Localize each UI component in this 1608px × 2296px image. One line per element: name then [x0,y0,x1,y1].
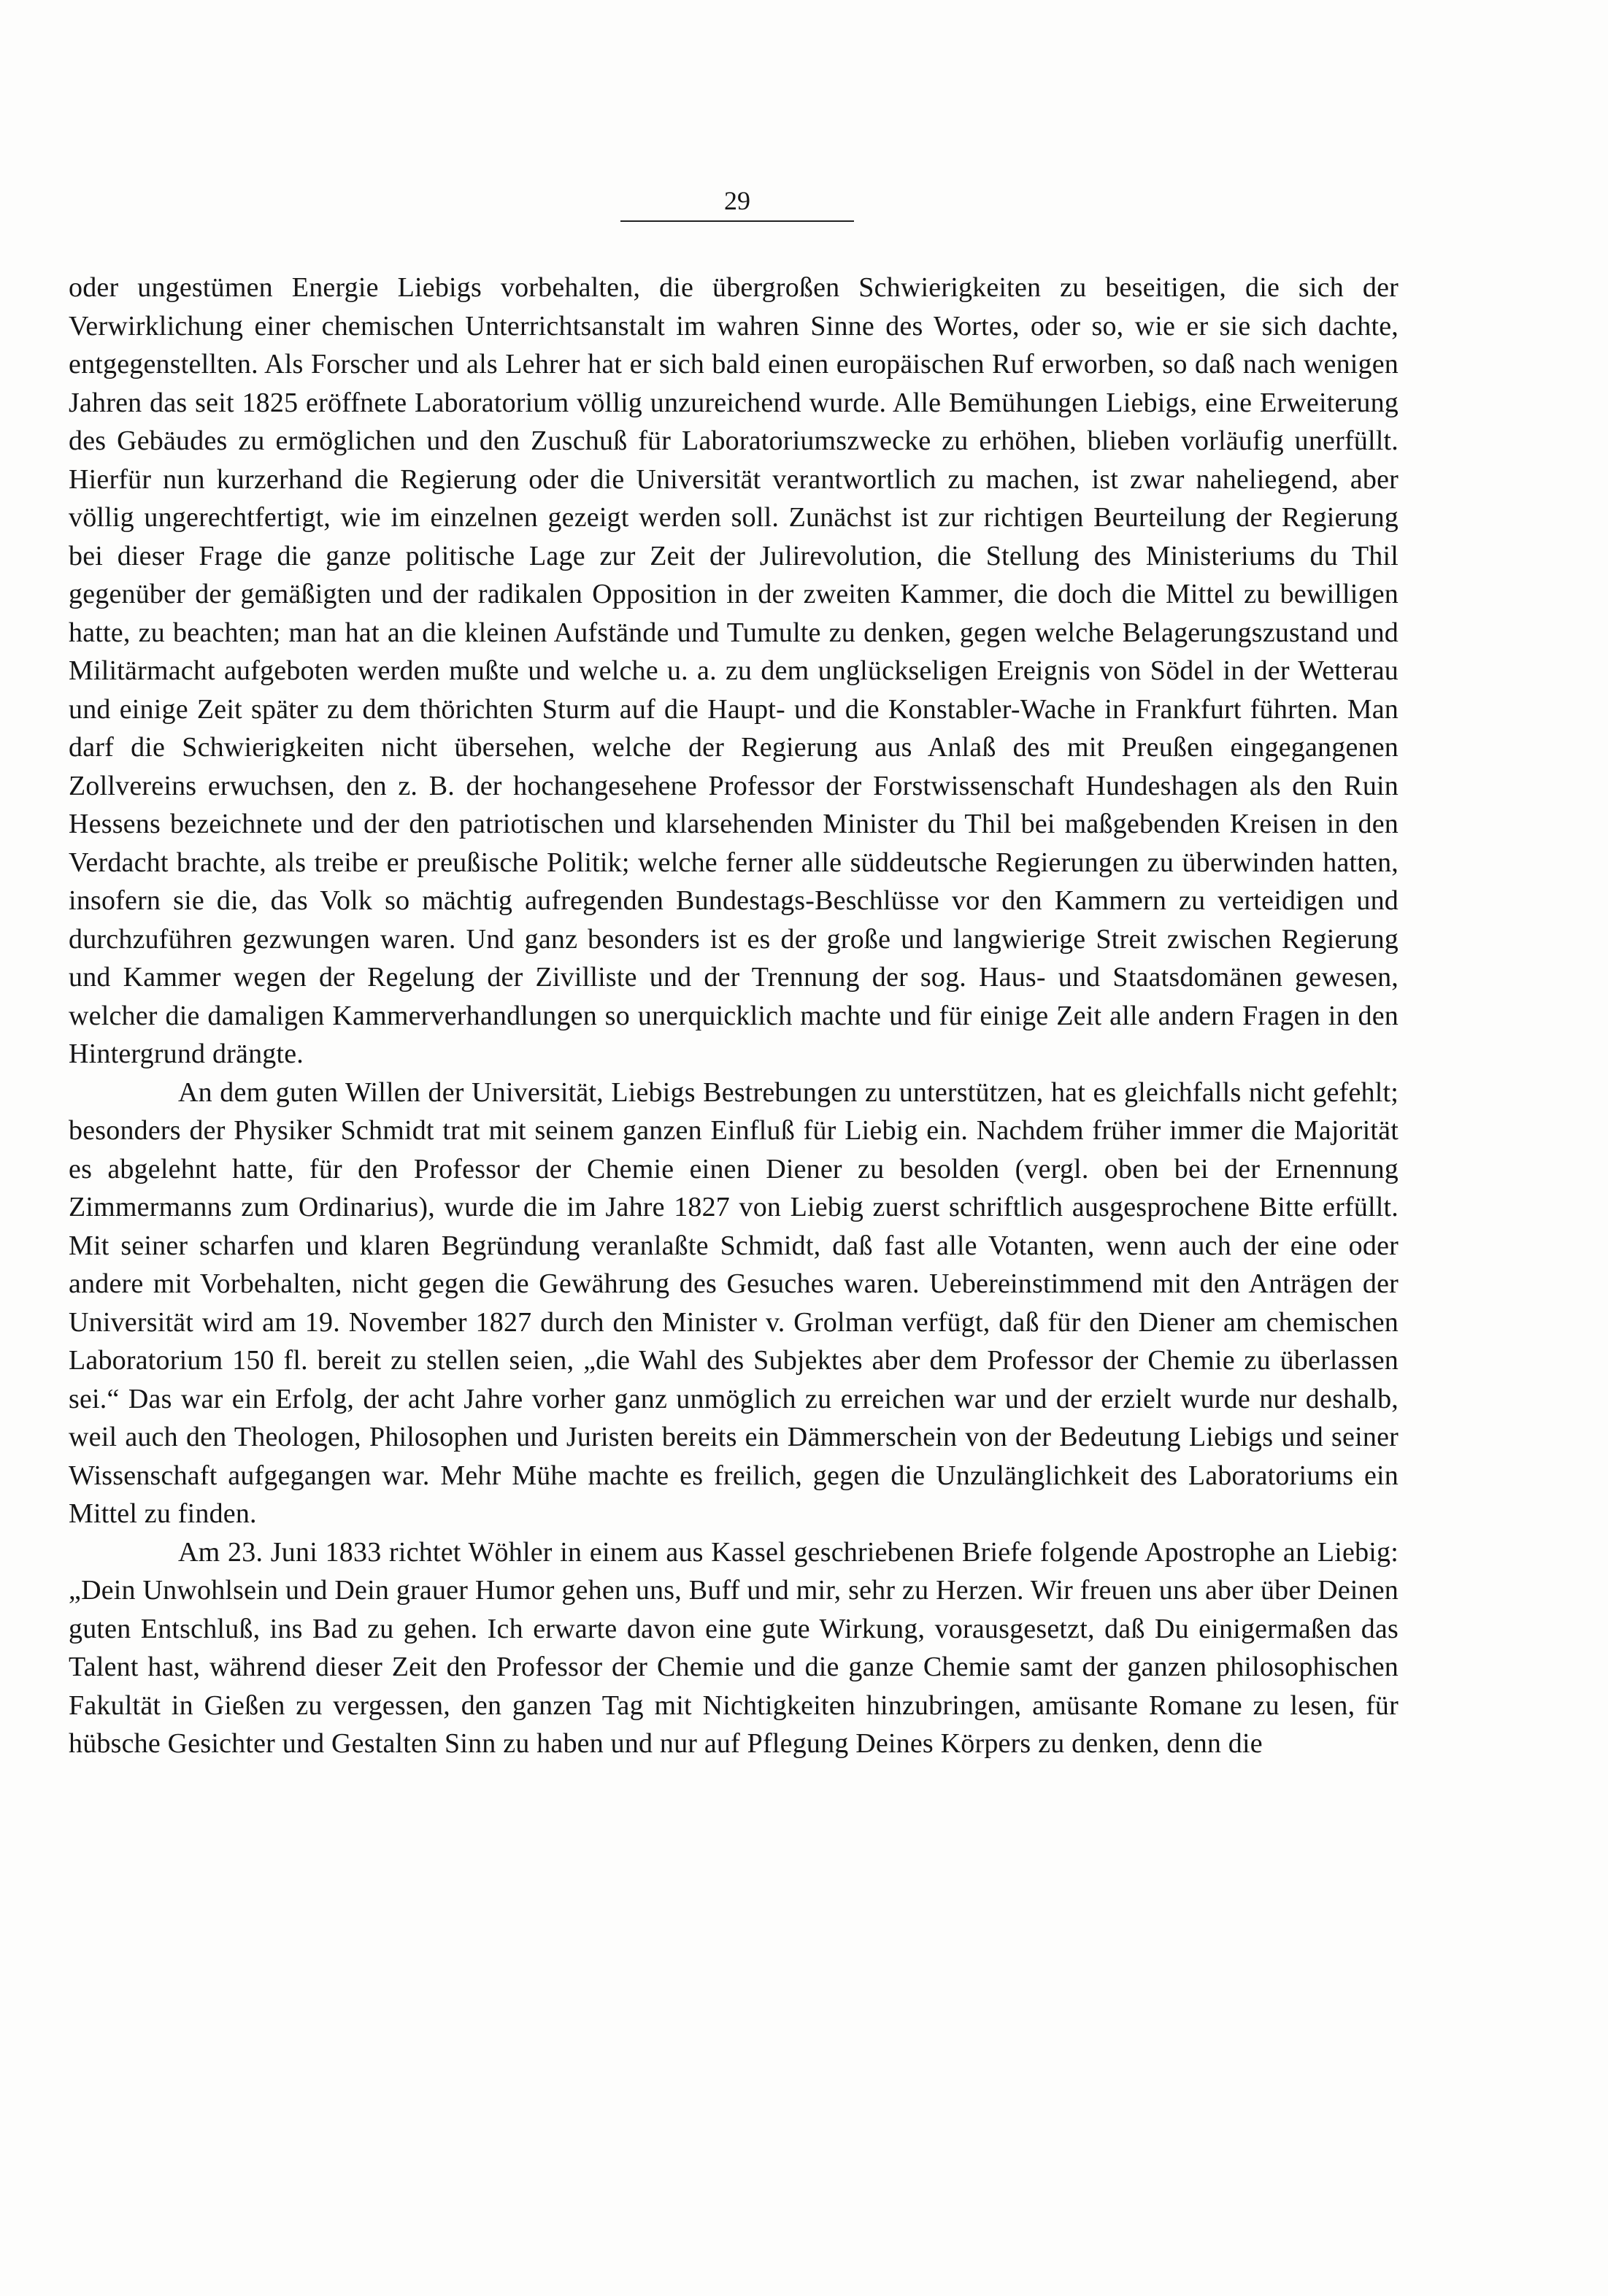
paragraph: oder ungestümen Energie Liebigs vorbehalten, die übergroßen Schwierigkeiten zu beseitigen, die sich der Verwirklichung einer chemischen Unterrichtsanstalt im wahren Sinne des Wortes, oder so, wie er sie sich dachte, entgegenstellten. Als Forscher und als Lehrer hat er sich bald einen europäischen Ruf erworben, so daß nach wenigen Jahren das seit 1825 eröffnete Laboratorium völlig unzureichend wurde. Alle Bemühungen Liebigs, eine Erweiterung des Gebäudes zu ermöglichen und den Zuschuß für Laboratoriumszwecke zu erhöhen, blieben vorläufig unerfüllt. Hierfür nun kurzerhand die Regierung oder die Universität verantwortlich zu machen, ist zwar naheliegend, aber völlig ungerechtfertigt, wie im einzelnen gezeigt werden soll. Zunächst ist zur richtigen Beurteilung der Regierung bei dieser Frage die ganze politische Lage zur Zeit der Julirevolution, die Stellung des Ministeriums du Thil gegenüber der gemäßigten und der radikalen Opposition in der zweiten Kammer, die doch die Mittel zu bewilligen hatte, zu beachten; man hat an die kleinen Aufstände und Tumulte zu denken, gegen welche Belagerungszustand und Militärmacht aufgeboten werden mußte und welche u. a. zu dem unglückseligen Ereignis von Södel in der Wetterau und einige Zeit später zu dem thörichten Sturm auf die Haupt- und die Konstabler-Wache in Frankfurt führten. Man darf die Schwierigkeiten nicht übersehen, welche der Regierung aus Anlaß des mit Preußen eingegangenen Zollvereins erwuchsen, den z. B. der hochangesehene Professor der Forstwissenschaft Hundeshagen als den Ruin Hessens bezeichnete und der den patriotischen und klarsehenden Minister du Thil bei maßgebenden Kreisen in den Verdacht brachte, als treibe er preußische Politik; welche ferner alle süddeutsche Regierungen zu überwinden hatten, insofern sie die, das Volk so mächtig aufregenden Bundestags-Beschlüsse vor den Kammern zu verteidigen und durchzuführen gezwungen waren. Und ganz besonders ist es der große und langwierige Streit zwischen Regierung und Kammer wegen der Regelung der Zivilliste und der Trennung der sog. Haus- und Staatsdomänen gewesen, welcher die damaligen Kammerverhandlungen so unerquicklich machte und für einige Zeit alle andern Fragen in den Hintergrund drängte. [69,272,1399,1069]
paragraph: An dem guten Willen der Universität, Liebigs Bestrebungen zu unterstützen, hat es gleichfalls nicht gefehlt; besonders der Physiker Schmidt trat mit seinem ganzen Einfluß für Liebig ein. Nachdem früher immer die Majorität es abgelehnt hatte, für den Professor der Chemie einen Diener zu besolden (vergl. oben bei der Ernennung Zimmermanns zum Ordinarius), wurde die im Jahre 1827 von Liebig zuerst schriftlich ausgesprochene Bitte erfüllt. Mit seiner scharfen und klaren Begründung veranlaßte Schmidt, daß fast alle Votanten, wenn auch der eine oder andere mit Vorbehalten, nicht gegen die Gewährung des Gesuches waren. Uebereinstimmend mit den Anträgen der Universität wird am 19. November 1827 durch den Minister v. Grolman verfügt, daß für den Diener am chemischen Laboratorium 150 fl. bereit zu stellen seien, „die Wahl des Subjektes aber dem Professor der Chemie zu überlassen sei.“ Das war ein Erfolg, der acht Jahre vorher ganz unmöglich zu erreichen war und der erzielt wurde nur deshalb, weil auch den Theologen, Philosophen und Juristen bereits ein Dämmerschein von der Bedeutung Liebigs und seiner Wissenschaft aufgegangen war. Mehr Mühe machte es freilich, gegen die Unzulänglichkeit des Laboratoriums ein Mittel zu finden. [69,1076,1399,1529]
paragraph: Am 23. Juni 1833 richtet Wöhler in einem aus Kassel geschriebenen Briefe folgende Apostrophe an Liebig: „Dein Unwohlsein und Dein grauer Humor gehen uns, Buff und mir, sehr zu Herzen. Wir freuen uns aber über Deinen guten Entschluß, ins Bad zu gehen. Ich erwarte davon eine gute Wirkung, vorausgesetzt, daß Du einigermaßen das Talent hast, während dieser Zeit den Professor der Chemie und die ganze Chemie samt der ganzen philosophischen Fakultät in Gießen zu vergessen, den ganzen Tag mit Nichtigkeiten hinzubringen, amüsante Romane zu lesen, für hübsche Gesichter und Gestalten Sinn zu haben und nur auf Pflegung Deines Körpers zu denken, denn die [69,1536,1399,1759]
page-number: 29 [724,186,750,215]
body-text [69,269,1399,1763]
header-rule [620,220,854,222]
